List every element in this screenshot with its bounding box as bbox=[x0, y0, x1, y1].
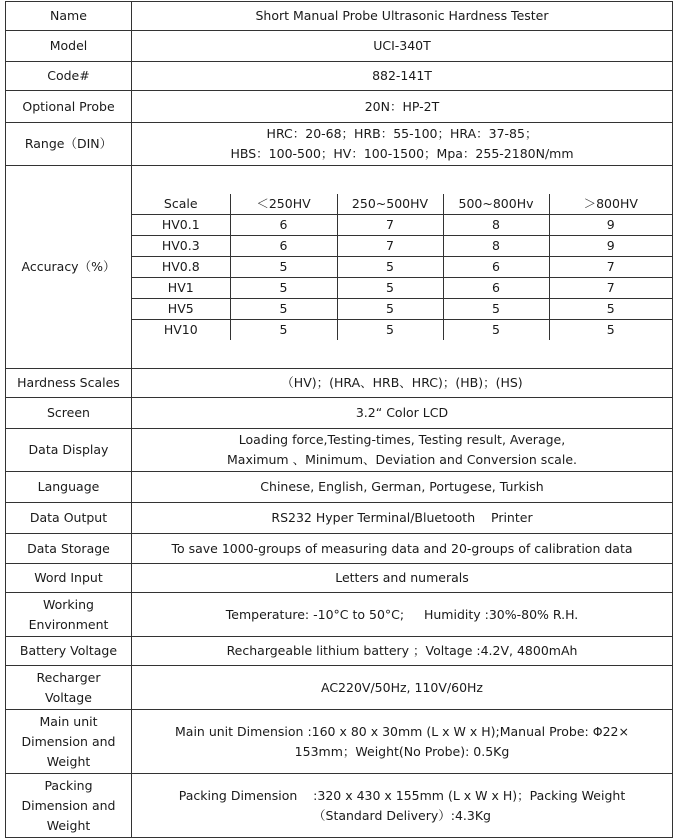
row-value-output: RS232 Hyper Terminal/Bluetooth Printer bbox=[132, 503, 673, 534]
accuracy-header-cell: ＜250HV bbox=[230, 194, 337, 215]
accuracy-value-cell: 6 bbox=[230, 215, 337, 236]
accuracy-value-cell: 5 bbox=[230, 257, 337, 278]
row-value-screen: 3.2“ Color LCD bbox=[132, 398, 673, 429]
accuracy-value-cell: 5 bbox=[337, 278, 443, 299]
table-row bbox=[6, 503, 673, 534]
accuracy-table bbox=[132, 194, 672, 340]
accuracy-row bbox=[132, 278, 672, 299]
row-value-probe: 20N：HP-2T bbox=[132, 91, 673, 123]
accuracy-header-cell: 250~500HV bbox=[337, 194, 443, 215]
row-value-model: UCI-340T bbox=[132, 31, 673, 62]
row-label-word: Word Input bbox=[6, 564, 132, 593]
accuracy-value-cell: 6 bbox=[443, 257, 549, 278]
row-value-packing bbox=[132, 774, 673, 838]
accuracy-row bbox=[132, 215, 672, 236]
accuracy-value-cell: 7 bbox=[549, 278, 672, 299]
row-value-environment: Temperature: -10°C to 50°C; Humidity :30%-80% R.H. bbox=[132, 593, 673, 637]
packing-label-3: Weight bbox=[46, 817, 91, 833]
row-label-language: Language bbox=[6, 472, 132, 503]
accuracy-scale-cell: HV0.8 bbox=[132, 257, 230, 278]
accuracy-row bbox=[132, 257, 672, 278]
accuracy-value-cell: 5 bbox=[549, 299, 672, 320]
table-row bbox=[6, 564, 673, 593]
accuracy-value-cell: 5 bbox=[337, 299, 443, 320]
accuracy-value-cell: 5 bbox=[230, 320, 337, 341]
accuracy-value-cell: 7 bbox=[549, 257, 672, 278]
table-row bbox=[6, 123, 673, 166]
accuracy-value-cell: 5 bbox=[443, 320, 549, 341]
environment-label-2: Environment bbox=[28, 616, 109, 632]
accuracy-value-cell: 6 bbox=[443, 278, 549, 299]
main-unit-label-3: Weight bbox=[46, 753, 91, 769]
accuracy-row bbox=[132, 299, 672, 320]
main-unit-line-2: 153mm；Weight(No Probe): 0.5Kg bbox=[294, 743, 510, 759]
accuracy-header-cell: Scale bbox=[132, 194, 230, 215]
accuracy-value-cell: 7 bbox=[337, 236, 443, 257]
display-line-2: Maximum 、Minimum、Deviation and Conversion scale. bbox=[227, 452, 577, 467]
accuracy-value-cell: 5 bbox=[337, 320, 443, 341]
row-value-word: Letters and numerals bbox=[132, 564, 673, 593]
environment-label-1: Working bbox=[43, 596, 94, 612]
accuracy-value-cell: 5 bbox=[549, 320, 672, 341]
row-value-range bbox=[132, 123, 673, 166]
row-label-screen: Screen bbox=[6, 398, 132, 429]
accuracy-value-cell: 5 bbox=[443, 299, 549, 320]
row-value-recharger: AC220V/50Hz, 110V/60Hz bbox=[132, 666, 673, 710]
table-row bbox=[6, 637, 673, 666]
packing-label-1: Packing bbox=[44, 777, 93, 793]
table-row bbox=[6, 774, 673, 838]
table-row bbox=[6, 710, 673, 774]
row-label-environment bbox=[6, 593, 132, 637]
row-value-hardness: （HV)；(HRA、HRB、HRC)；(HB)；(HS) bbox=[132, 369, 673, 398]
row-label-hardness: Hardness Scales bbox=[6, 369, 132, 398]
row-value-name: Short Manual Probe Ultrasonic Hardness Tester bbox=[132, 2, 673, 31]
accuracy-row bbox=[132, 236, 672, 257]
table-row bbox=[6, 2, 673, 31]
accuracy-header-cell: ＞800HV bbox=[549, 194, 672, 215]
table-row bbox=[6, 369, 673, 398]
accuracy-value-cell: 5 bbox=[230, 278, 337, 299]
row-label-recharger bbox=[6, 666, 132, 710]
row-label-name: Name bbox=[6, 2, 132, 31]
table-row bbox=[6, 62, 673, 91]
table-row bbox=[6, 429, 673, 472]
recharger-label-1: Recharger bbox=[36, 669, 101, 685]
accuracy-header-row bbox=[132, 194, 672, 215]
row-label-display: Data Display bbox=[6, 429, 132, 472]
accuracy-row bbox=[132, 320, 672, 341]
row-value-battery: Rechargeable lithium battery ；Voltage :4.2V, 4800mAh bbox=[132, 637, 673, 666]
accuracy-scale-cell: HV10 bbox=[132, 320, 230, 341]
accuracy-value-cell: 5 bbox=[337, 257, 443, 278]
row-label-battery: Battery Voltage bbox=[6, 637, 132, 666]
table-row bbox=[6, 534, 673, 564]
accuracy-cell bbox=[132, 166, 673, 369]
table-row bbox=[6, 593, 673, 637]
spec-table bbox=[5, 1, 673, 838]
row-label-storage: Data Storage bbox=[6, 534, 132, 564]
row-label-model: Model bbox=[6, 31, 132, 62]
accuracy-value-cell: 7 bbox=[337, 215, 443, 236]
accuracy-header-cell: 500~800Hv bbox=[443, 194, 549, 215]
table-row bbox=[6, 472, 673, 503]
accuracy-value-cell: 9 bbox=[549, 215, 672, 236]
table-row bbox=[6, 91, 673, 123]
row-label-packing bbox=[6, 774, 132, 838]
accuracy-value-cell: 9 bbox=[549, 236, 672, 257]
range-line-2: HBS：100-500；HV：100-1500；Mpa：255-2180N/mm bbox=[230, 146, 574, 161]
row-value-main-unit bbox=[132, 710, 673, 774]
packing-line-1: Packing Dimension :320 x 430 x 155mm (L x W x H)；Packing Weight bbox=[178, 787, 626, 803]
row-label-code: Code# bbox=[6, 62, 132, 91]
row-label-range: Range（DIN） bbox=[6, 123, 132, 166]
row-value-storage: To save 1000-groups of measuring data and 20-groups of calibration data bbox=[132, 534, 673, 564]
main-unit-line-1: Main unit Dimension :160 x 80 x 30mm (L x W x H);Manual Probe: Φ22× bbox=[175, 723, 629, 739]
accuracy-value-cell: 8 bbox=[443, 236, 549, 257]
table-row bbox=[6, 31, 673, 62]
row-label-probe: Optional Probe bbox=[6, 91, 132, 123]
packing-label-2: Dimension and bbox=[21, 797, 116, 813]
row-label-output: Data Output bbox=[6, 503, 132, 534]
accuracy-scale-cell: HV0.1 bbox=[132, 215, 230, 236]
display-line-1: Loading force,Testing-times, Testing result, Average, bbox=[238, 432, 566, 447]
accuracy-value-cell: 6 bbox=[230, 236, 337, 257]
accuracy-scale-cell: HV0.3 bbox=[132, 236, 230, 257]
range-line-1: HRC：20-68；HRB：55-100；HRA：37-85； bbox=[266, 126, 538, 141]
row-value-code: 882-141T bbox=[132, 62, 673, 91]
accuracy-scale-cell: HV5 bbox=[132, 299, 230, 320]
packing-line-2: （Standard Delivery）:4.3Kg bbox=[313, 807, 491, 823]
table-row bbox=[6, 166, 673, 369]
accuracy-value-cell: 5 bbox=[230, 299, 337, 320]
row-label-main-unit bbox=[6, 710, 132, 774]
table-row bbox=[6, 666, 673, 710]
row-value-language: Chinese, English, German, Portugese, Turkish bbox=[132, 472, 673, 503]
accuracy-scale-cell: HV1 bbox=[132, 278, 230, 299]
table-row bbox=[6, 398, 673, 429]
main-unit-label-1: Main unit bbox=[39, 713, 98, 729]
accuracy-value-cell: 8 bbox=[443, 215, 549, 236]
recharger-label-2: Voltage bbox=[45, 689, 92, 705]
row-label-accuracy: Accuracy（%） bbox=[6, 166, 132, 369]
main-unit-label-2: Dimension and bbox=[21, 733, 116, 749]
row-value-display bbox=[132, 429, 673, 472]
